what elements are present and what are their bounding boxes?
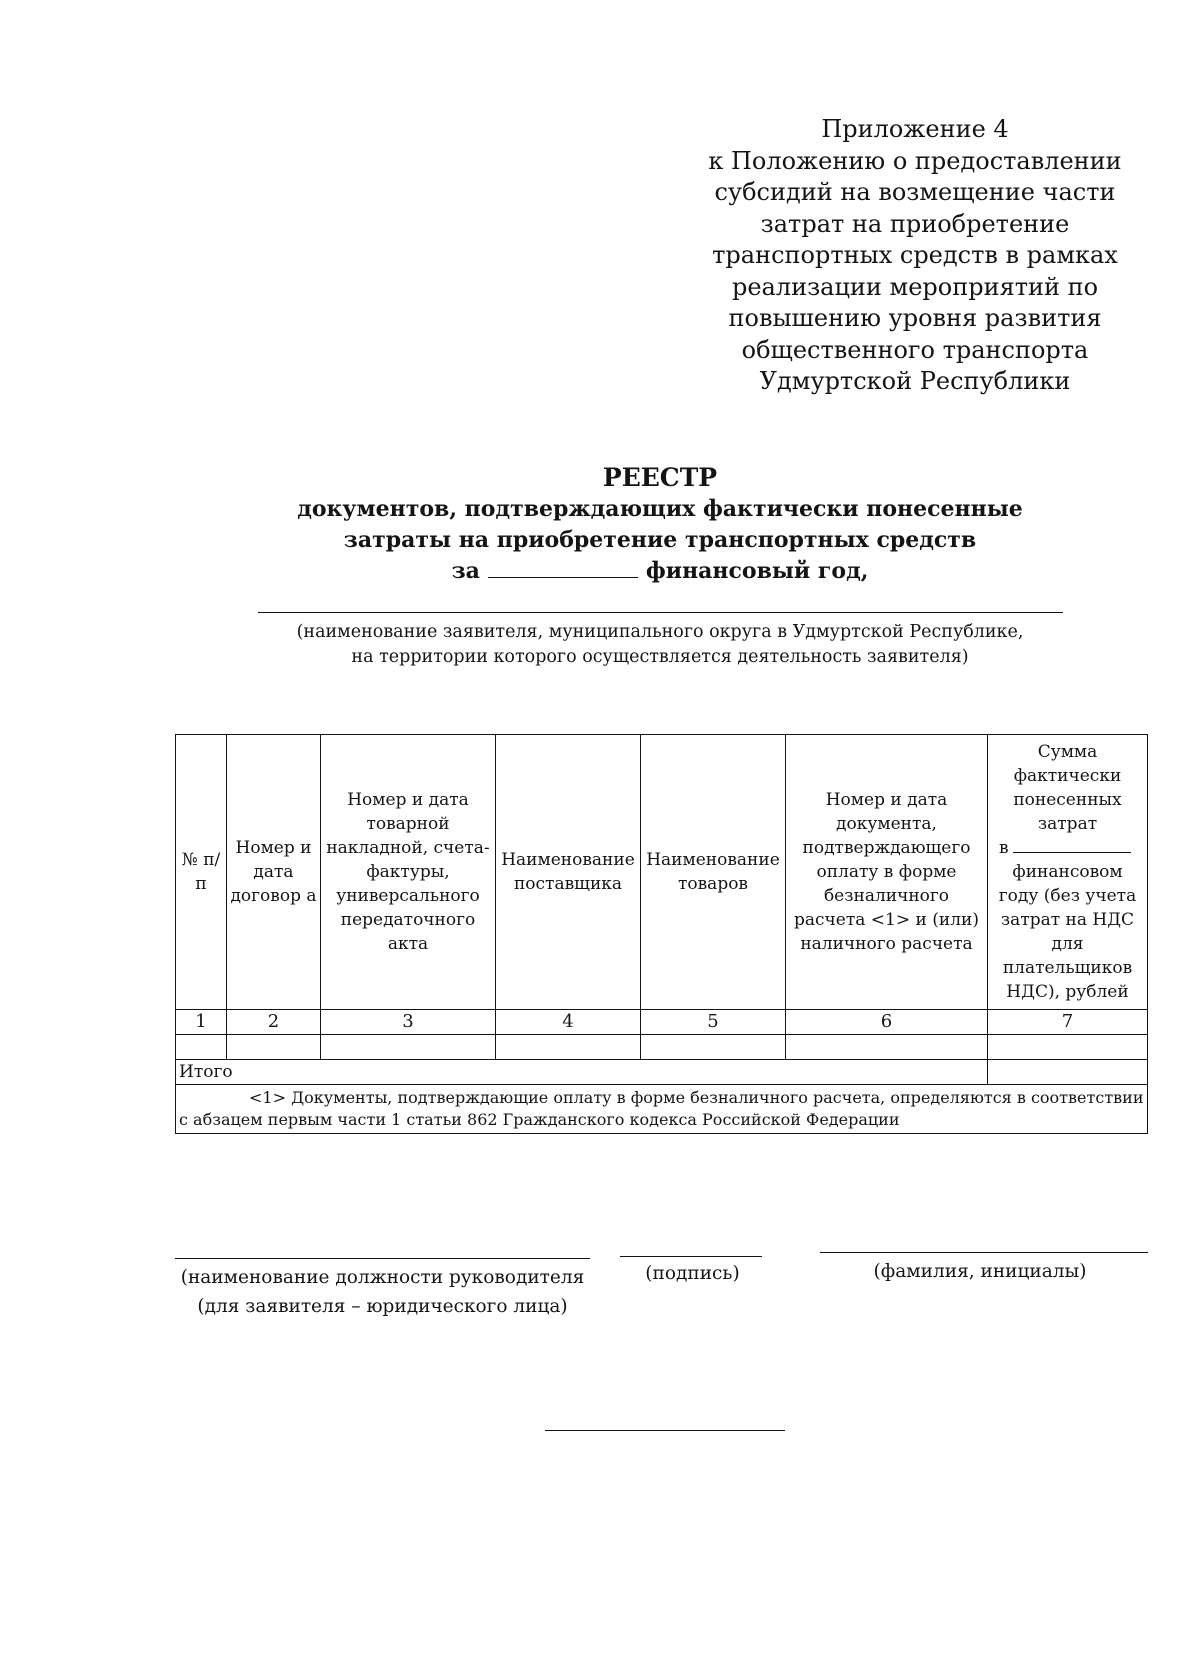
- header-amount-details: финансовом году (без учета затрат на НДС для плательщиков НДС), рублей: [998, 862, 1137, 1002]
- position-caption: [180, 1263, 585, 1321]
- signature-field[interactable]: [620, 1256, 762, 1257]
- appendix-line: к Положению о предоставлении: [708, 146, 1122, 175]
- title-year-suffix: финансовый год,: [645, 558, 869, 584]
- header-cell-supplier: Наименование поставщика: [496, 735, 641, 1010]
- column-number: 6: [786, 1010, 988, 1035]
- column-number: 3: [321, 1010, 496, 1035]
- appendix-line: транспортных средств в рамках: [712, 241, 1118, 269]
- header-cell-payment-document: Номер и дата документа, подтверждающего оплату в форме безналичного расчета <1> и (или) наличного расчета: [786, 735, 988, 1010]
- appendix-line: Приложение 4: [821, 115, 1009, 143]
- title-line-3: [170, 556, 1150, 587]
- column-number: 4: [496, 1010, 641, 1035]
- year-blank-field[interactable]: [488, 559, 638, 578]
- column-number: 2: [227, 1010, 321, 1035]
- appendix-line: затрат на приобретение: [760, 209, 1070, 238]
- column-number: 7: [988, 1010, 1148, 1035]
- table-cell[interactable]: [176, 1035, 227, 1060]
- header-cell-amount: [988, 735, 1148, 1010]
- appendix-line: реализации мероприятий по: [731, 272, 1099, 301]
- footnote-row: [176, 1085, 1148, 1134]
- data-row-empty: [176, 1035, 1148, 1060]
- table-cell[interactable]: [321, 1035, 496, 1060]
- table-cell[interactable]: [641, 1035, 786, 1060]
- position-caption-line-1: (наименование должности руководителя: [180, 1267, 585, 1288]
- header-cell-contract: Номер и дата договор а: [227, 735, 321, 1010]
- title-year-prefix: за: [451, 558, 480, 584]
- date-field[interactable]: [545, 1430, 785, 1431]
- appendix-line: субсидий на возмещение части: [714, 178, 1116, 206]
- header-row: [176, 735, 1148, 1010]
- appendix-line: повышению уровня развития: [728, 304, 1102, 332]
- title-line-1: документов, подтверждающих фактически понесенные: [297, 496, 1023, 522]
- header-cell-invoice: Номер и дата товарной накладной, счета-фактуры, универсального передаточного акта: [321, 735, 496, 1010]
- applicant-caption: [240, 620, 1080, 670]
- total-label: Итого: [176, 1060, 988, 1085]
- applicant-name-field[interactable]: [258, 612, 1063, 613]
- document-title: [170, 462, 1150, 587]
- full-name-caption: (фамилия, инициалы): [873, 1261, 1087, 1282]
- table-cell[interactable]: [227, 1035, 321, 1060]
- table-cell[interactable]: [988, 1035, 1148, 1060]
- header-amount-in: в: [999, 838, 1009, 858]
- register-table: [175, 734, 1148, 1134]
- appendix-line: Удмуртской Республики: [759, 367, 1071, 395]
- position-field[interactable]: [175, 1258, 590, 1259]
- appendix-header: [690, 114, 1140, 398]
- header-cell-number: № п/п: [176, 735, 227, 1010]
- header-amount-title: Сумма фактически понесенных затрат: [1013, 742, 1122, 834]
- appendix-line: общественного транспорта: [741, 335, 1089, 364]
- full-name-field[interactable]: [820, 1252, 1148, 1253]
- table-cell[interactable]: [496, 1035, 641, 1060]
- column-number-row: [176, 1010, 1148, 1035]
- position-caption-line-2: (для заявителя – юридического лица): [197, 1296, 568, 1317]
- title-main: РЕЕСТР: [602, 463, 718, 492]
- total-row: [176, 1060, 1148, 1085]
- footnote: <1> Документы, подтверждающие оплату в форме безналичного расчета, определяются в соответствии с абзацем первым части 1 статьи 862 Гражданского кодекса Российской Федерации: [176, 1085, 1148, 1134]
- title-line-2: затраты на приобретение транспортных средств: [343, 527, 977, 553]
- applicant-caption-line-1: (наименование заявителя, муниципального округа в Удмуртской Республике,: [296, 622, 1024, 642]
- table-cell[interactable]: [786, 1035, 988, 1060]
- header-cell-goods: Наименование товаров: [641, 735, 786, 1010]
- column-number: 1: [176, 1010, 227, 1035]
- applicant-caption-line-2: на территории которого осуществляется деятельность заявителя): [351, 647, 969, 667]
- header-amount-year: [991, 836, 1144, 860]
- header-year-blank: [1013, 838, 1131, 853]
- signature-caption: (подпись): [645, 1263, 740, 1284]
- column-number: 5: [641, 1010, 786, 1035]
- total-value-cell[interactable]: [988, 1060, 1148, 1085]
